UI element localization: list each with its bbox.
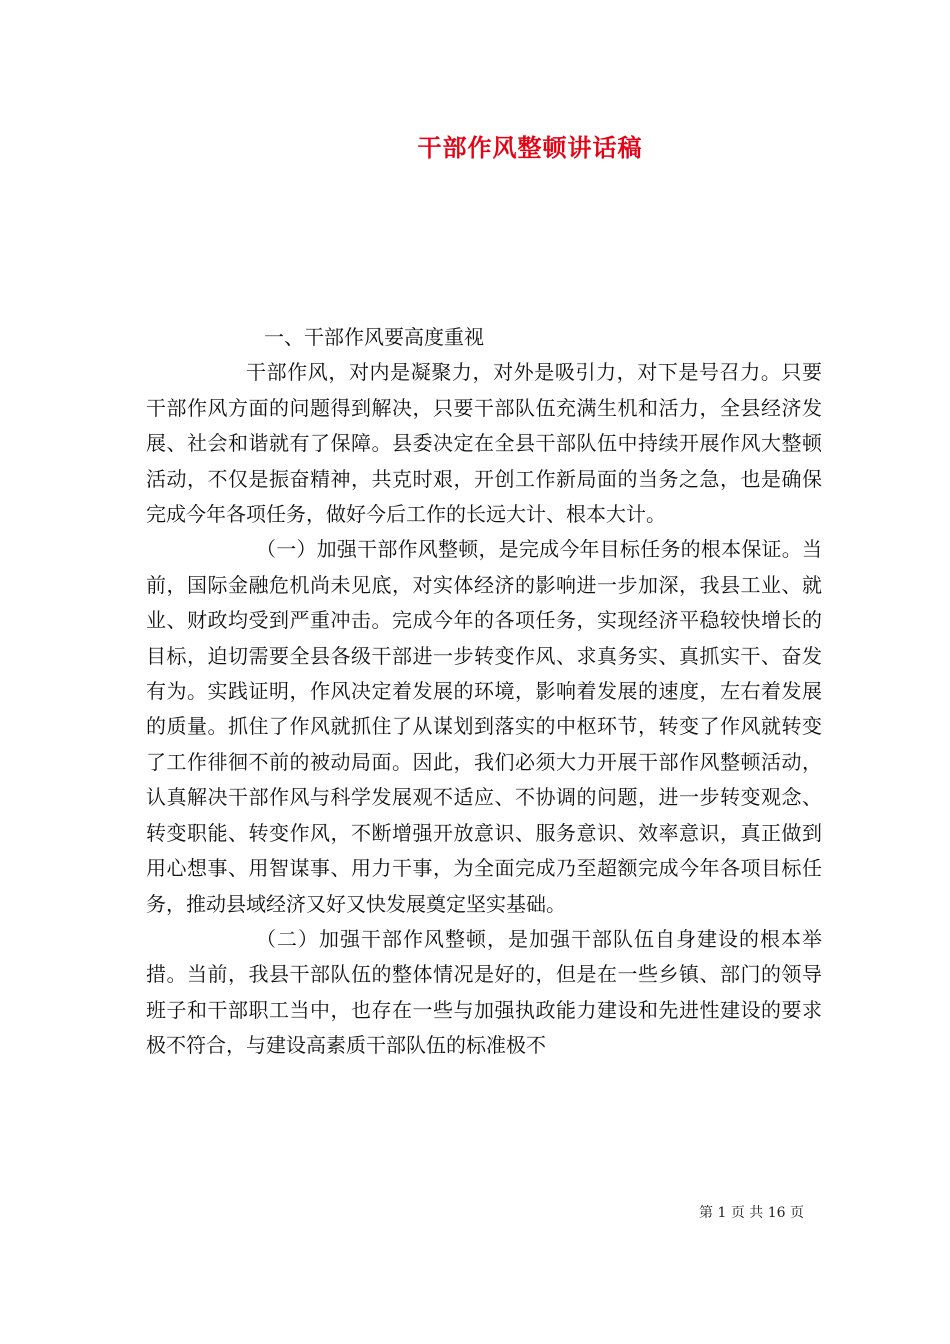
paragraph-intro: 干部作风，对内是凝聚力，对外是吸引力，对下是号召力。只要干部作风方面的问题得到解决，只要干部队伍充满生机和活力，全县经济发展、社会和谐就有了保障。县委决定在全县干部队伍中持续开展作风大整顿活动，不仅是振奋精神，共克时艰，开创工作新局面的当务之急，也是确保完成今年各项任务，做好今后工作的长远大计、根本大计。 [146,360,822,527]
section-heading: 一、干部作风要高度重视 [264,325,484,349]
page-number: 第 1 页 共 16 页 [699,1205,804,1221]
paragraph-point-1: （一）加强干部作风整顿，是完成今年目标任务的根本保证。当前，国际金融危机尚未见底，对实体经济的影响进一步加深，我县工业、就业、财政均受到严重冲击。完成今年的各项任务，实现经济平稳较快增长的目标，迫切需要全县各级干部进一步转变作风、求真务实、真抓实干、奋发有为。实践证明，作风决定着发展的环境，影响着发展的速度，左右着发展的质量。抓住了作风就抓住了从谋划到落实的中枢环节，转变了作风就转变了工作徘徊不前的被动局面。因此，我们必须大力开展干部作风整顿活动，认真解决干部作风与科学发展观不适应、不协调的问题，进一步转变观念、转变职能、转变作风，不断增强开放意识、服务意识、效率意识，真正做到用心想事、用智谋事、用力干事，为全面完成乃至超额完成今年各项目标任务，推动县域经济又好又快发展奠定坚实基础。 [146,537,822,916]
paragraph-point-2: （二）加强干部作风整顿，是加强干部队伍自身建设的根本举措。当前，我县干部队伍的整体情况是好的，但是在一些乡镇、部门的领导班子和干部职工当中，也存在一些与加强执政能力建设和先进性建设的要求极不符合，与建设高素质干部队伍的标准极不 [146,926,822,1058]
document-body [146,320,822,1064]
document-title: 干部作风整顿讲话稿 [417,133,643,162]
